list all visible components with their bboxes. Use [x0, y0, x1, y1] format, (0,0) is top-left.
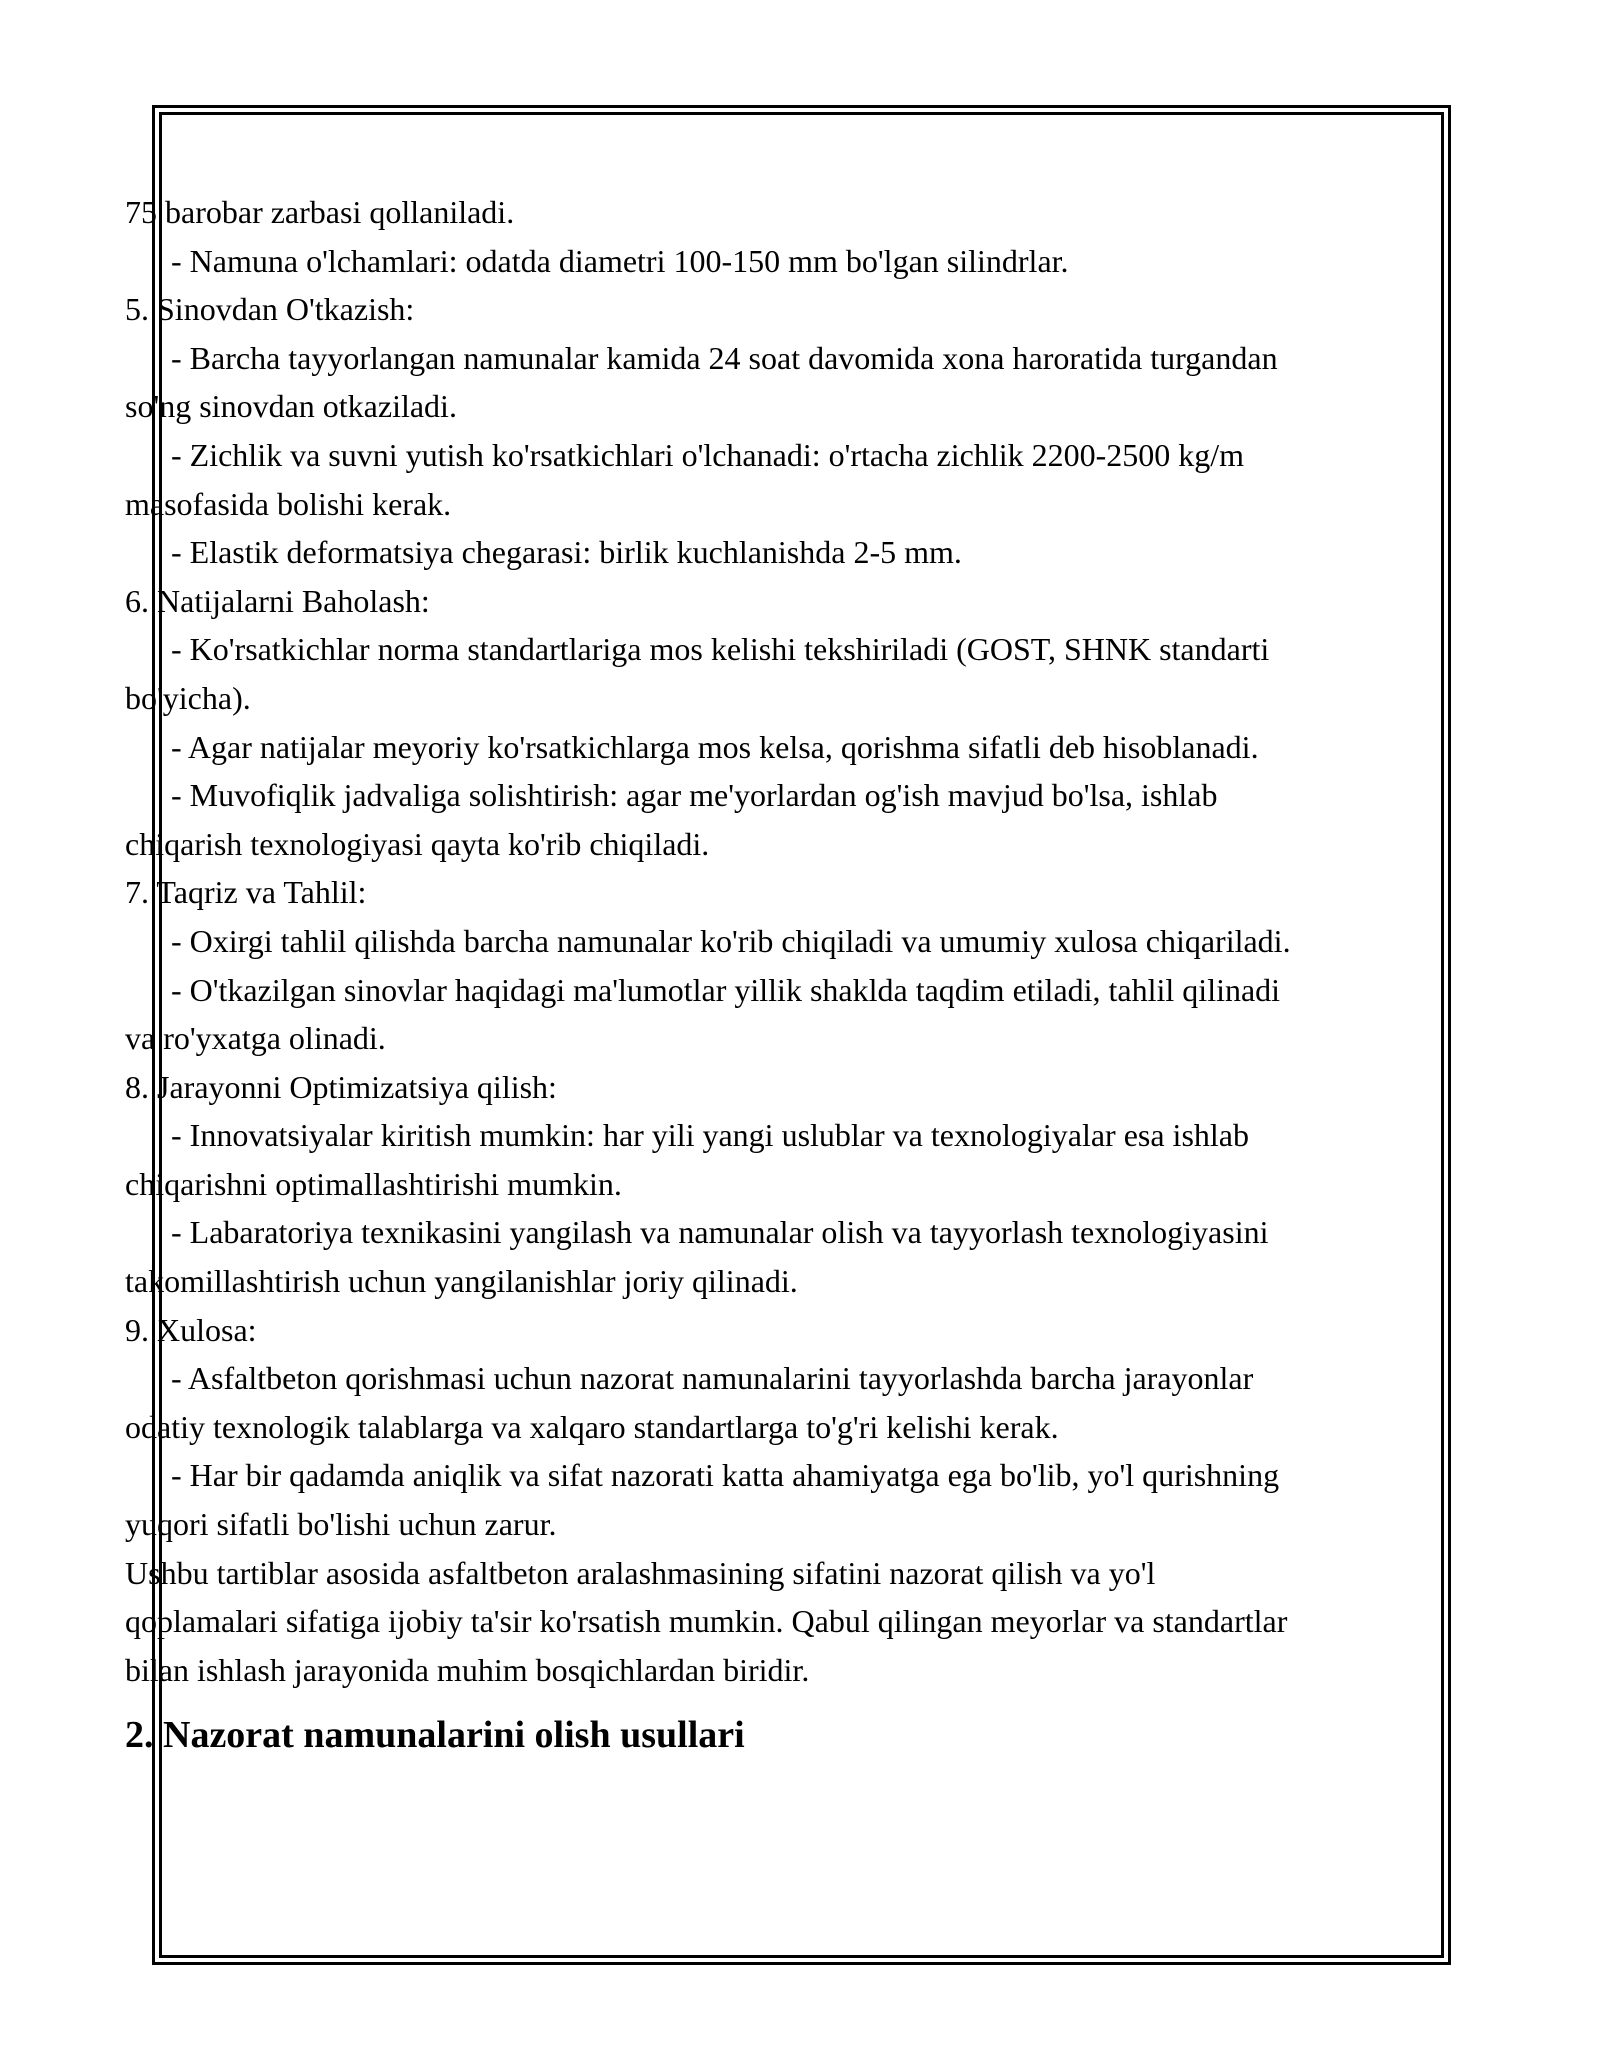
- text-line: 75 barobar zarbasi qollaniladi.: [125, 194, 515, 230]
- bullet-item: - Har bir qadamda aniqlik va sifat nazorati katta ahamiyatga ega bo'lib, yo'l qurishning: [171, 1457, 1280, 1494]
- bullet-item: - Asfaltbeton qorishmasi uchun nazorat namunalarini tayyorlashda barcha jarayonlar: [171, 1360, 1254, 1397]
- bullet-item: - Labaratoriya texnikasini yangilash va namunalar olish va tayyorlash texnologiyasini: [171, 1214, 1269, 1251]
- paragraph-line: bilan ishlash jarayonida muhim bosqichlardan biridir.: [125, 1651, 810, 1688]
- bullet-item: - Barcha tayyorlangan namunalar kamida 24 soat davomida xona haroratida turgandan: [171, 339, 1278, 376]
- bullet-item: - Ko'rsatkichlar norma standartlariga mos kelishi tekshiriladi (GOST, SHNK standarti: [171, 631, 1270, 668]
- bullet-item: - O'tkazilgan sinovlar haqidagi ma'lumotlar yillik shaklda taqdim etiladi, tahlil qilinadi: [171, 971, 1281, 1008]
- paragraph-line: qoplamalari sifatiga ijobiy ta'sir ko'rsatish mumkin. Qabul qilingan meyorlar va standartlar: [125, 1603, 1288, 1640]
- section-heading: 2. Nazorat namunalarini olish usullari: [125, 1714, 745, 1756]
- bullet-item: - Agar natijalar meyoriy ko'rsatkichlarga mos kelsa, qorishma sifatli deb hisoblanadi.: [171, 728, 1259, 765]
- bullet-item: - Zichlik va suvni yutish ko'rsatkichlari o'lchanadi: o'rtacha zichlik 2200-2500 kg/m: [171, 436, 1245, 473]
- bullet-item: - Elastik deformatsiya chegarasi: birlik kuchlanishda 2-5 mm.: [171, 534, 962, 571]
- text-line: so'ng sinovdan otkaziladi.: [125, 388, 457, 425]
- bullet-item: - Innovatsiyalar kiritish mumkin: har yili yangi uslublar va texnologiyalar esa ishlab: [171, 1117, 1249, 1154]
- text-line: odatiy texnologik talablarga va xalqaro standartlarga to'g'ri kelishi kerak.: [125, 1408, 1059, 1445]
- bullet-item: - Muvofiqlik jadvaliga solishtirish: agar me'yorlardan og'ish mavjud bo'lsa, ishlab: [171, 777, 1218, 814]
- text-line: masofasida bolishi kerak.: [125, 485, 452, 522]
- section-title: 7. Taqriz va Tahlil:: [125, 874, 367, 911]
- document-body: [125, 188, 1465, 1694]
- section-title: 5. Sinovdan O'tkazish:: [125, 291, 415, 328]
- section-title: 9. Xulosa:: [125, 1311, 257, 1348]
- text-line: takomillashtirish uchun yangilanishlar joriy qilinadi.: [125, 1263, 798, 1300]
- paragraph-line: Ushbu tartiblar asosida asfaltbeton aralashmasining sifatini nazorat qilish va yo'l: [125, 1554, 1156, 1591]
- section-title: 6. Natijalarni Baholash:: [125, 582, 430, 619]
- text-line: bo'yicha).: [125, 679, 251, 716]
- section-title: 8. Jarayonni Optimizatsiya qilish:: [125, 1068, 557, 1105]
- text-line: chiqarishni optimallashtirishi mumkin.: [125, 1165, 622, 1202]
- bullet-item: - Oxirgi tahlil qilishda barcha namunalar ko'rib chiqiladi va umumiy xulosa chiqariladi.: [171, 922, 1291, 959]
- text-line: va ro'yxatga olinadi.: [125, 1020, 386, 1057]
- bullet-item: - Namuna o'lchamlari: odatda diametri 100-150 mm bo'lgan silindrlar.: [171, 242, 1069, 279]
- text-line: chiqarish texnologiyasi qayta ko'rib chiqiladi.: [125, 825, 710, 862]
- text-line: yuqori sifatli bo'lishi uchun zarur.: [125, 1506, 557, 1543]
